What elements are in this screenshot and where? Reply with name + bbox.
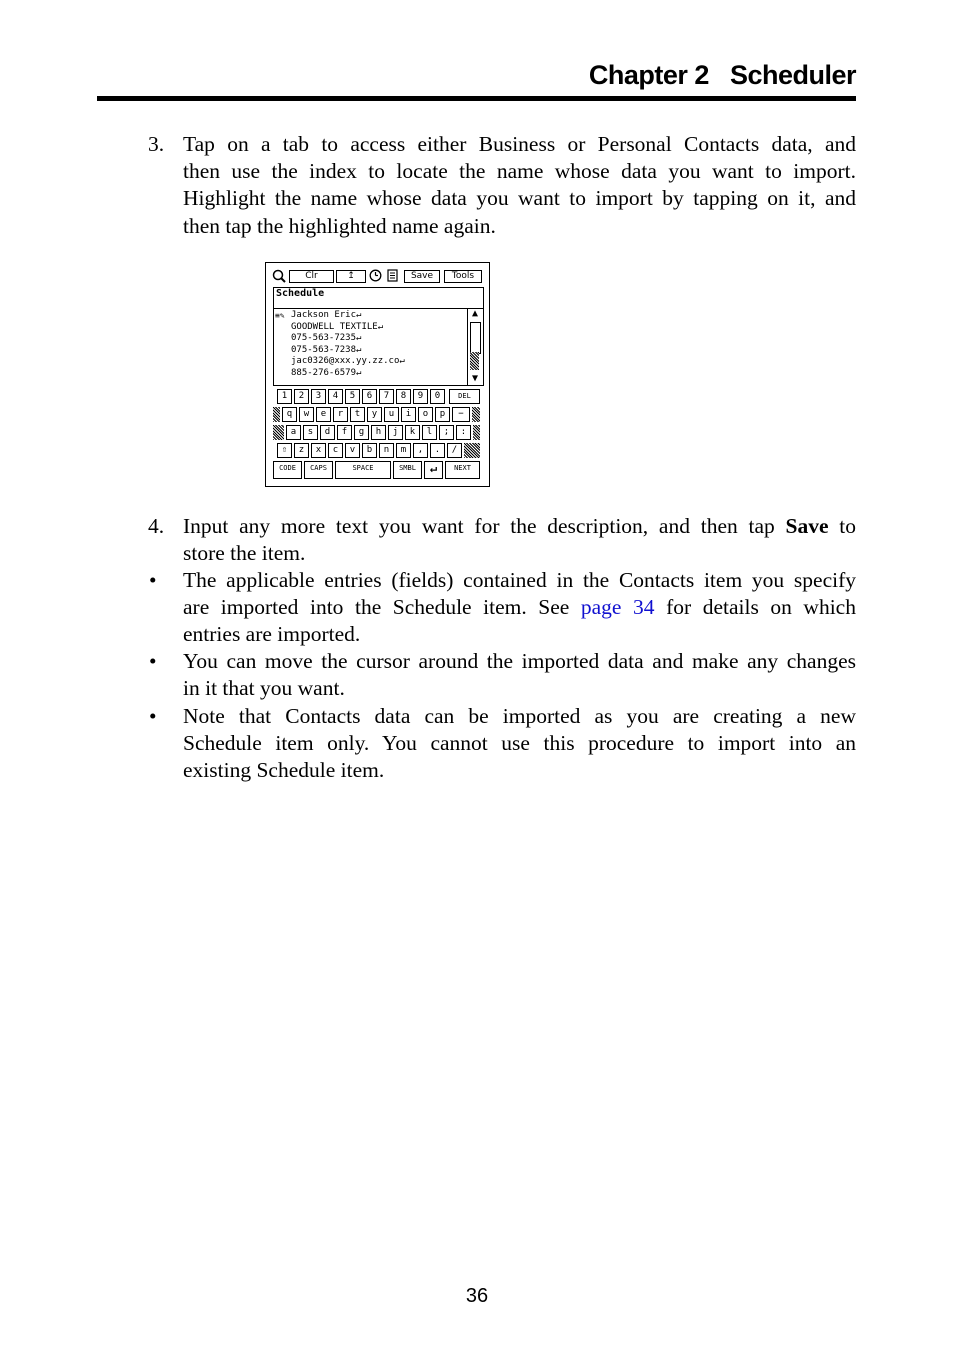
key-t[interactable]: t [350, 407, 365, 422]
key-6[interactable]: 6 [362, 389, 377, 404]
key-q[interactable]: q [282, 407, 297, 422]
bullet-2-text [183, 648, 856, 702]
editor-line-2: GOODWELL TEXTILE↵ [291, 321, 384, 332]
device-screenshot [265, 262, 490, 487]
step-4-line-1 [183, 513, 856, 540]
bullet-marker: • [149, 649, 157, 673]
clock-icon[interactable] [369, 269, 382, 283]
editor-line-1: Jackson Eric↵ [291, 310, 362, 320]
key-s[interactable]: s [303, 425, 318, 440]
key-b[interactable]: b [362, 443, 377, 458]
editor-line-5: jac0326@xxx.yy.zz.co↵ [291, 356, 405, 366]
schedule-editor[interactable] [273, 287, 484, 386]
key-g[interactable]: g [354, 425, 369, 440]
bullet-1-text-after: for details on which [654, 595, 856, 620]
bullet-3-line-1: Note that Contacts data can be imported as you are creating a new [183, 704, 856, 728]
key-i[interactable]: i [401, 407, 416, 422]
key-h[interactable]: h [371, 425, 386, 440]
bullet-marker: • [149, 704, 157, 728]
key-v[interactable]: v [345, 443, 360, 458]
key-p[interactable]: p [435, 407, 450, 422]
key-code[interactable]: CODE [273, 461, 302, 479]
key-4[interactable]: 4 [328, 389, 343, 404]
header-rule [97, 96, 856, 101]
pencil-icon: ≡✎ [275, 311, 285, 320]
key-symbol[interactable]: SMBL [393, 461, 422, 479]
key-5[interactable]: 5 [345, 389, 360, 404]
up-button[interactable]: ↥ [336, 270, 366, 283]
key-minus[interactable]: − [452, 407, 470, 422]
step-3-line-3: Highlight the name whose data you want to import by tapping on it, and [183, 186, 856, 211]
key-u[interactable]: u [384, 407, 399, 422]
key-del[interactable]: DEL [449, 389, 480, 404]
tools-button[interactable]: Tools [444, 270, 482, 283]
bullet-1-text [183, 567, 856, 649]
key-o[interactable]: o [418, 407, 433, 422]
key-l[interactable]: l [422, 425, 437, 440]
key-slash[interactable]: / [447, 443, 462, 458]
key-shift[interactable]: ⇧ [277, 443, 292, 458]
editor-line-6: 885-276-6579↵ [291, 367, 362, 378]
key-1[interactable]: 1 [277, 389, 292, 404]
bullet-2-line-1: You can move the cursor around the imported data and make any changes [183, 649, 856, 673]
key-a[interactable]: a [286, 425, 301, 440]
step-4-line-2: store the item. [183, 541, 306, 566]
key-caps[interactable]: CAPS [304, 461, 333, 479]
key-7[interactable]: 7 [379, 389, 394, 404]
chapter-title: Chapter 2 Scheduler [588, 60, 856, 90]
scroll-thumb[interactable] [470, 322, 481, 354]
scroll-track[interactable] [470, 352, 479, 370]
key-space[interactable]: SPACE [335, 461, 391, 479]
key-8[interactable]: 8 [396, 389, 411, 404]
key-z[interactable]: z [294, 443, 309, 458]
bullet-2-line-2: in it that you want. [183, 676, 345, 701]
editor-line-3: 075-563-7235↵ [291, 333, 362, 343]
key-enter[interactable]: ↵ [424, 461, 443, 479]
bullet-3-line-3: existing Schedule item. [183, 758, 385, 783]
key-f[interactable]: f [337, 425, 352, 440]
key-next[interactable]: NEXT [445, 461, 480, 479]
step-3-line-1: Tap on a tab to access either Business or Personal Contacts data, and [183, 132, 856, 156]
key-w[interactable]: w [299, 407, 314, 422]
key-2[interactable]: 2 [294, 389, 309, 404]
bullet-3-line-2: Schedule item only. You cannot use this procedure to import into an [183, 731, 856, 756]
key-period[interactable]: . [430, 443, 445, 458]
editor-divider [274, 308, 483, 309]
key-d[interactable]: d [320, 425, 335, 440]
page-link[interactable]: page 34 [580, 595, 655, 620]
save-keyword: Save [785, 514, 829, 538]
keyboard-filler [472, 407, 480, 422]
scroll-down-icon[interactable]: ▼ [471, 373, 479, 384]
soft-keyboard [273, 389, 484, 481]
keyboard-filler [273, 407, 280, 422]
step-3-text [183, 131, 856, 240]
key-r[interactable]: r [333, 407, 348, 422]
key-3[interactable]: 3 [311, 389, 326, 404]
key-n[interactable]: n [379, 443, 394, 458]
key-y[interactable]: y [367, 407, 382, 422]
bullet-1-line-1: The applicable entries (fields) contained in the Contacts item you specify [183, 568, 856, 592]
bullet-1-line-2 [183, 594, 856, 621]
step-3-number: 3. [148, 132, 165, 156]
bullet-marker: • [149, 568, 157, 592]
editor-line-4: 075-563-7238↵ [291, 344, 362, 355]
key-0[interactable]: 0 [430, 389, 445, 404]
keyboard-filler [464, 443, 480, 458]
key-j[interactable]: j [388, 425, 403, 440]
key-x[interactable]: x [311, 443, 326, 458]
step-4-text [183, 513, 856, 567]
save-button[interactable]: Save [404, 270, 440, 283]
step-3-line-2: then use the index to locate the name whose data you want to import. [183, 159, 856, 184]
step-4-text-before: Input any more text you want for the description, and then tap [183, 514, 786, 538]
key-9[interactable]: 9 [413, 389, 428, 404]
bullet-1-line-3: entries are imported. [183, 622, 361, 647]
key-comma[interactable]: , [413, 443, 428, 458]
key-colon[interactable]: : [456, 425, 471, 440]
step-4-text-after: to [828, 514, 856, 538]
key-m[interactable]: m [396, 443, 411, 458]
editor-title: Schedule [276, 288, 325, 299]
step-4-number: 4. [148, 514, 165, 538]
magnifier-icon[interactable] [272, 269, 286, 283]
keyboard-filler [273, 425, 284, 440]
bullet-1-text-before: are imported into the Schedule item. See [183, 595, 581, 620]
memo-icon[interactable] [387, 269, 398, 283]
key-semicolon[interactable]: ; [439, 425, 454, 440]
bullet-3-text [183, 703, 856, 785]
step-3-line-4: then tap the highlighted name again. [183, 213, 496, 238]
key-c[interactable]: c [328, 443, 343, 458]
editor-scrollbar[interactable] [467, 308, 483, 385]
key-k[interactable]: k [405, 425, 420, 440]
keyboard-filler [473, 425, 480, 440]
key-e[interactable]: e [316, 407, 331, 422]
clear-button[interactable]: Clr [289, 270, 334, 283]
page-number: 36 [465, 1285, 489, 1307]
scroll-up-icon[interactable]: ▲ [471, 308, 479, 319]
